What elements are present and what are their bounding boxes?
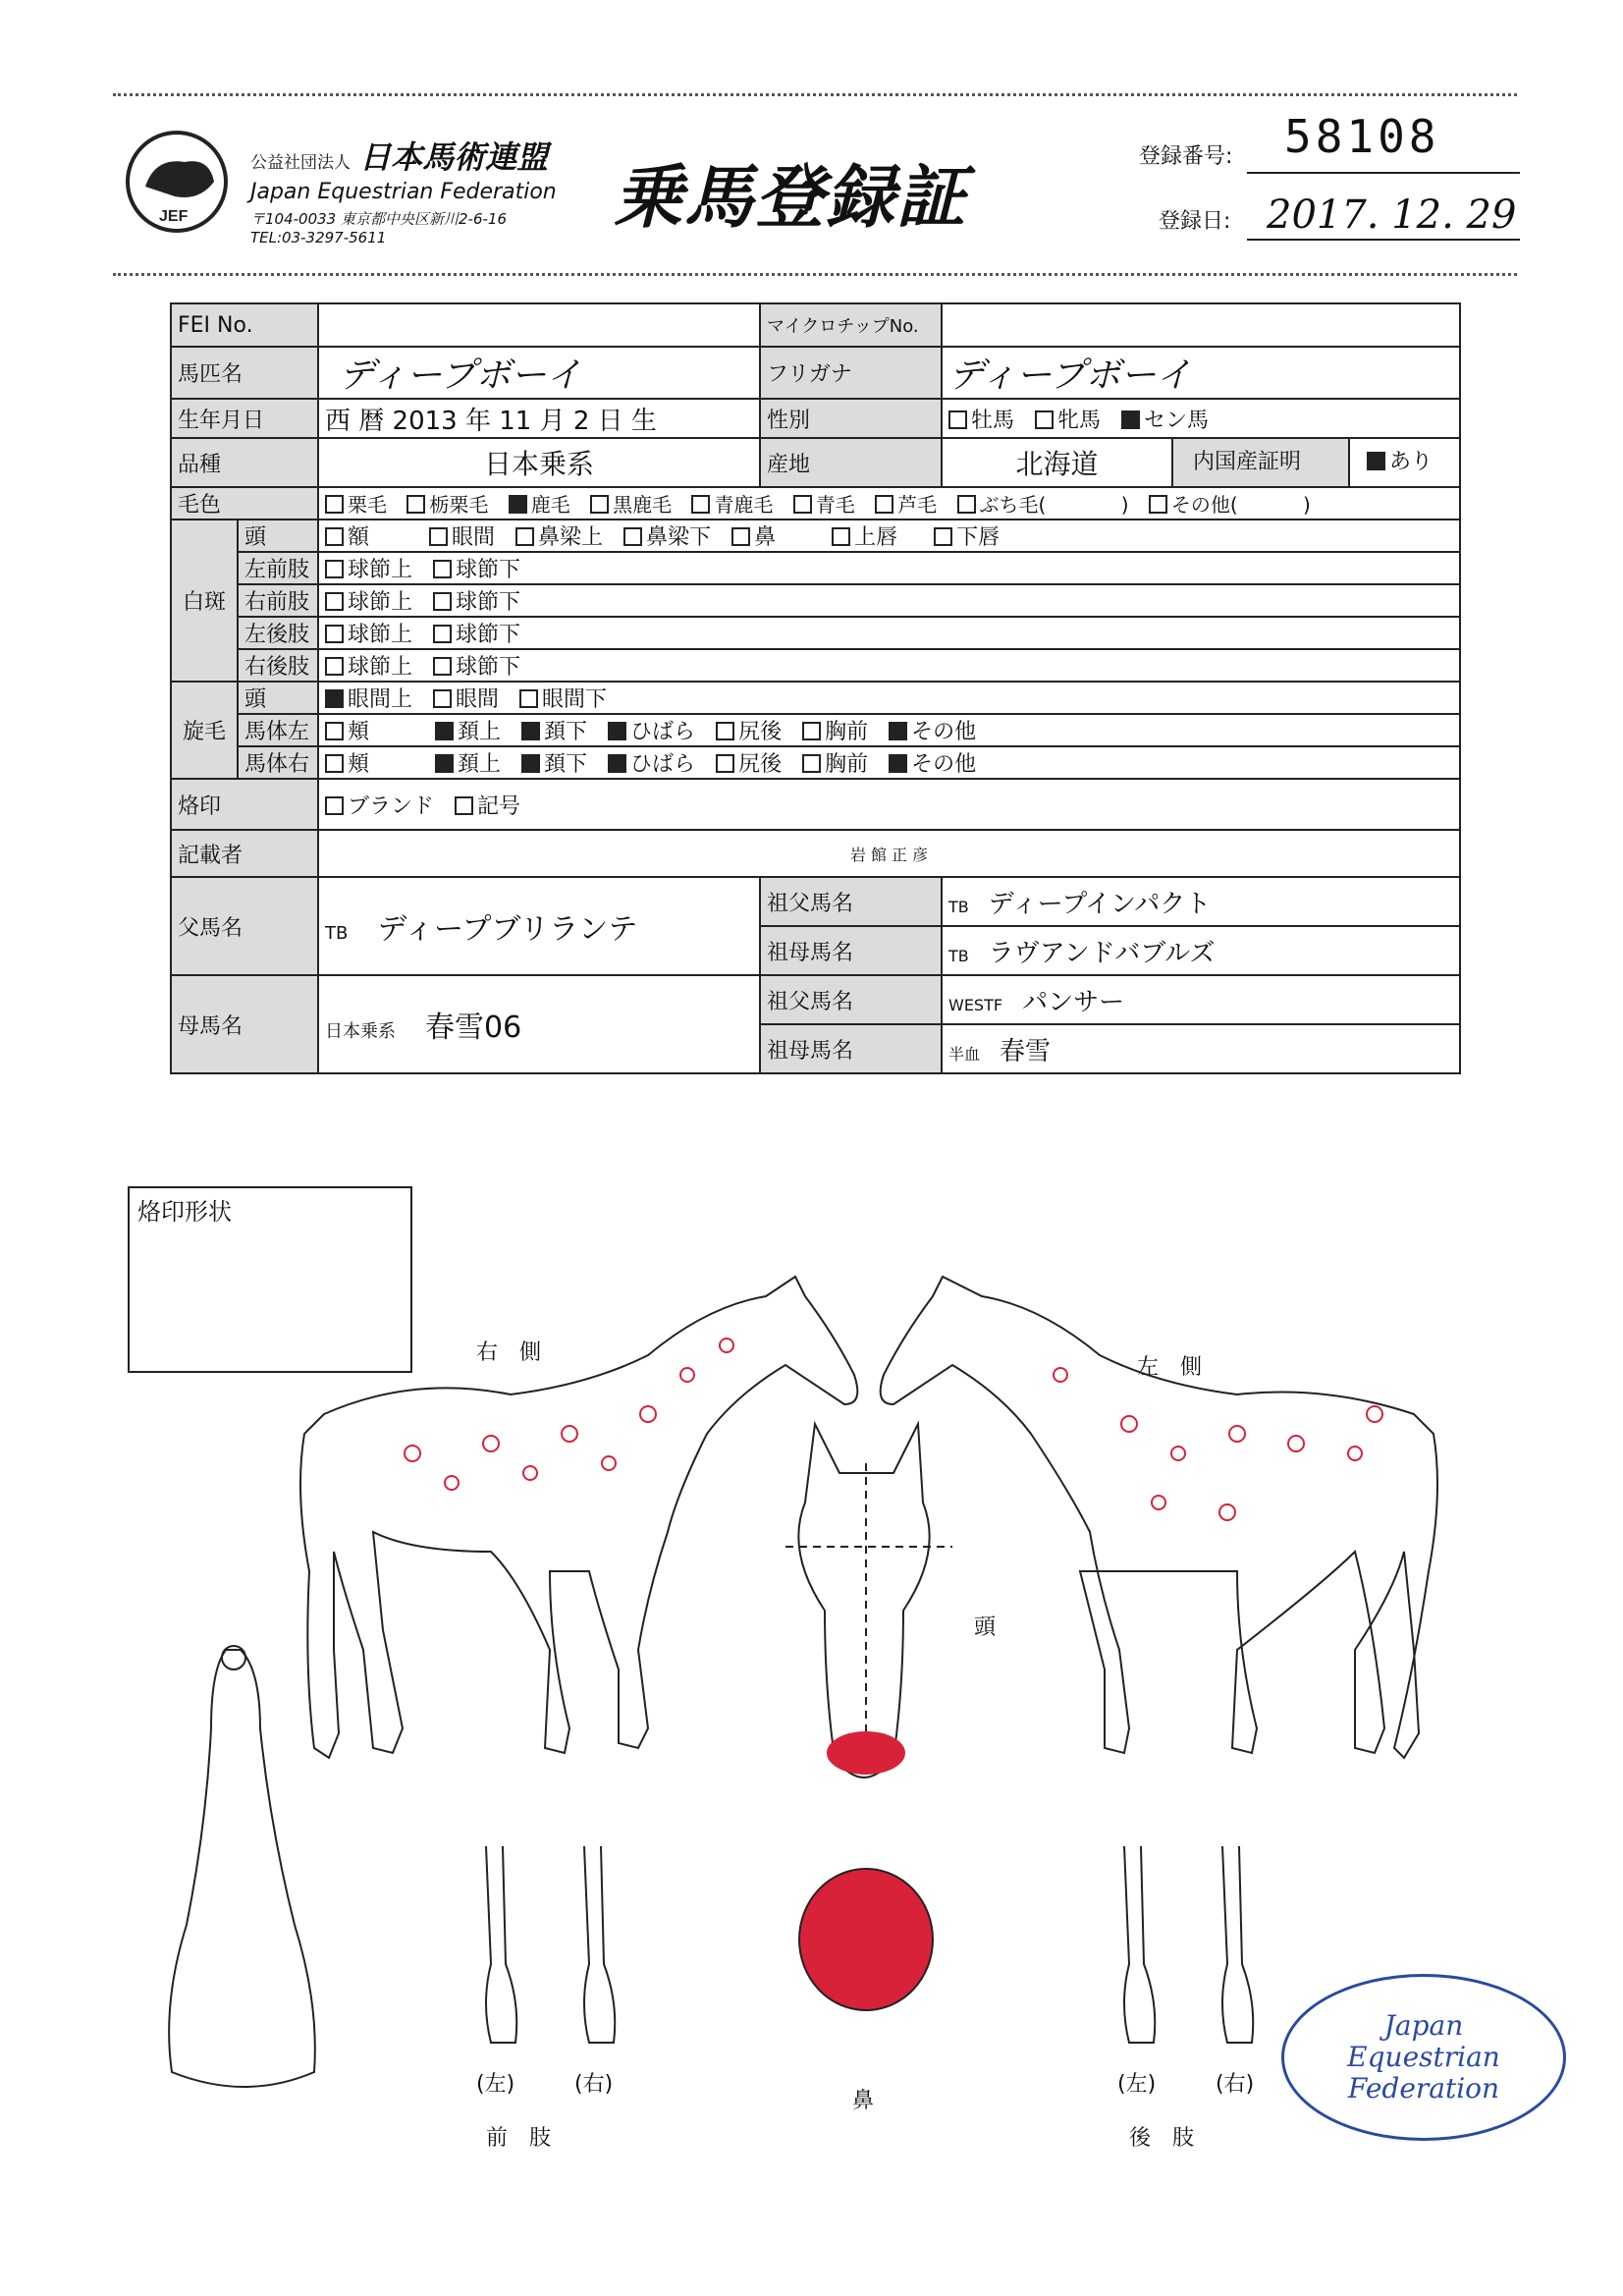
sex-label: 性別: [760, 399, 942, 438]
fore-right-label: (右): [574, 2072, 614, 2097]
nose-label: 鼻: [852, 2089, 875, 2113]
dam-granddam-name: 春雪: [1000, 1036, 1052, 1066]
nose-marking: [799, 1869, 933, 2010]
reg-date-label: 登録日:: [1159, 209, 1231, 234]
birth-label: 生年月日: [171, 399, 318, 438]
logo-text: JEF: [159, 208, 189, 225]
whorl-option: その他: [911, 720, 977, 744]
dam-name: 春雪06: [425, 1011, 522, 1045]
whorl-option: 尻後: [738, 720, 783, 744]
dam-label: 母馬名: [171, 975, 318, 1073]
furigana-value: ディープボーイ: [942, 347, 1460, 399]
marking-option: 球節上: [348, 558, 413, 582]
hindlegs-outline: [1124, 1846, 1253, 2043]
hindlimb-label: 後 肢: [1129, 2126, 1195, 2151]
marking-option: 上唇: [854, 525, 898, 550]
marking-option: 球節上: [348, 590, 413, 615]
origin-label: 産地: [760, 438, 942, 487]
marking-option: 鼻: [754, 525, 777, 550]
sire-label: 父馬名: [171, 877, 318, 975]
domestic-label: 内国産証明: [1173, 439, 1350, 486]
rear-view-outline: [169, 1646, 315, 2087]
furigana-label: フリガナ: [760, 347, 942, 399]
document-title: 乗馬登録証: [614, 157, 967, 238]
dam-grandsire-name: パンサー: [1022, 987, 1125, 1017]
sire-breed: TB: [325, 923, 349, 944]
color-option-label: 鹿毛: [530, 493, 570, 517]
color-option-label: 芦毛: [897, 493, 938, 517]
color-option-label: ): [1120, 493, 1129, 517]
org-address: 〒104-0033 東京都中央区新川2-6-16: [250, 210, 507, 228]
marking-option: 球節下: [456, 623, 521, 647]
marking-option: 下唇: [956, 525, 1001, 550]
whorl-option: 頚上: [458, 752, 502, 777]
birth-value: 西 暦 2013 年 11 月 2 日 生: [318, 399, 760, 438]
spot-markings: [405, 1339, 1382, 1520]
marking-part: 頭: [238, 519, 318, 552]
whorl-option: 尻後: [738, 752, 783, 777]
color-option-label: その他(: [1170, 493, 1238, 517]
reg-date-value: 2017. 12. 29: [1267, 192, 1517, 238]
brand-shape-label: 烙印形状: [137, 1198, 232, 1226]
org-tel: TEL:03-3297-5611: [250, 229, 387, 246]
recorder-value: 岩 館 正 彦: [318, 830, 1460, 877]
color-option-label: ぶち毛(: [979, 493, 1047, 517]
dam-granddam-label: 祖母馬名: [760, 1024, 942, 1073]
hind-left-label: (左): [1117, 2072, 1157, 2097]
marking-part: 左前肢: [238, 552, 318, 584]
whorl-option: その他: [911, 752, 977, 777]
origin-value: 北海道: [942, 438, 1172, 487]
whorl-option: 胸前: [825, 752, 869, 777]
dam-breed: 日本乗系: [325, 1021, 396, 1042]
brand-option: ブランド: [348, 793, 435, 819]
sire-granddam-label: 祖母馬名: [760, 926, 942, 975]
marking-part: 左後肢: [238, 617, 318, 649]
color-option-label: 栗毛: [348, 493, 387, 517]
marking-option: 球節下: [456, 590, 521, 615]
brand-label: 烙印: [171, 779, 318, 830]
dam-grandsire-label: 祖父馬名: [760, 975, 942, 1024]
sex-option-label: セン馬: [1144, 408, 1210, 433]
color-option-label: 青鹿毛: [714, 493, 774, 517]
whorl-option: 眼間下: [542, 687, 608, 712]
color-option-label: 黒鹿毛: [613, 493, 673, 517]
whorl-option: 頬: [348, 720, 370, 744]
marking-option: 眼間: [452, 525, 496, 550]
sire-grandsire-breed: TB: [948, 897, 969, 916]
whorl-part: 馬体左: [238, 714, 318, 746]
whorl-part: 頭: [238, 682, 318, 714]
whorl-option: 頬: [348, 752, 370, 777]
brand-option: 記号: [477, 793, 521, 819]
left-side-label: 左 側: [1137, 1355, 1203, 1380]
domestic-option-label: あり: [1389, 450, 1434, 474]
sex-option-label: 牡馬: [971, 408, 1015, 433]
head-label: 頭: [974, 1615, 997, 1640]
forelegs-outline: [486, 1846, 615, 2043]
color-option-label: ): [1303, 493, 1311, 517]
sex-option-label: 牝馬: [1057, 408, 1102, 433]
whorls-label: 旋毛: [171, 682, 238, 779]
sire-grandsire-name: ディープインパクト: [988, 889, 1212, 919]
microchip-label: マイクロチップNo.: [760, 303, 942, 347]
sire-name: ディープブリランテ: [377, 912, 638, 947]
hind-right-label: (右): [1216, 2072, 1255, 2097]
coat-color-label: 毛色: [171, 487, 318, 519]
dam-grandsire-breed: WESTF: [948, 995, 1003, 1014]
marking-option: 球節下: [456, 558, 521, 582]
org-name: 日本馬術連盟: [359, 138, 549, 176]
whorl-option: 胸前: [825, 720, 869, 744]
right-side-horse-outline: [300, 1277, 857, 1758]
whorl-option: ひばら: [630, 752, 696, 777]
marking-option: 球節上: [348, 655, 413, 680]
color-option-label: 栃栗毛: [429, 493, 489, 517]
left-side-horse-outline: [881, 1277, 1437, 1758]
muzzle-marking: [827, 1731, 905, 1775]
sire-grandsire-label: 祖父馬名: [760, 877, 942, 926]
dam-granddam-breed: 半血: [948, 1044, 981, 1064]
marking-option: 球節上: [348, 623, 413, 647]
right-side-label: 右 側: [476, 1340, 542, 1365]
horse-name-label: 馬匹名: [171, 347, 318, 399]
forelimb-label: 前 肢: [486, 2126, 552, 2151]
fei-label: FEI No.: [171, 303, 318, 347]
markings-label: 白斑: [171, 519, 238, 682]
head-front-outline: [785, 1424, 952, 1777]
marking-part: 右前肢: [238, 584, 318, 617]
breed-label: 品種: [171, 438, 318, 487]
whorl-option: 眼間上: [348, 687, 413, 712]
org-prefix: 公益社団法人: [250, 153, 351, 173]
reg-no-label: 登録番号:: [1139, 144, 1233, 169]
marking-part: 右後肢: [238, 649, 318, 682]
marking-option: 球節下: [456, 655, 521, 680]
sire-granddam-breed: TB: [948, 946, 969, 965]
whorl-option: 眼間: [456, 687, 500, 712]
recorder-label: 記載者: [171, 830, 318, 877]
horse-name-value: ディープボーイ: [318, 347, 760, 399]
marking-option: 額: [348, 525, 370, 550]
breed-value: 日本乗系: [318, 438, 760, 487]
marking-option: 鼻梁上: [538, 525, 604, 550]
sire-granddam-name: ラヴアンドバブルズ: [988, 938, 1216, 968]
marking-option: 鼻梁下: [646, 525, 712, 550]
federation-stamp: [1281, 1974, 1566, 2141]
color-option-label: 青毛: [815, 493, 855, 517]
stamp-text: Japan Equestrian Federation: [1347, 2009, 1500, 2105]
whorl-option: 頚下: [544, 720, 588, 744]
org-name-en: Japan Equestrian Federation: [250, 180, 557, 204]
whorl-option: ひばら: [630, 720, 696, 744]
reg-no-value: 58108: [1284, 110, 1440, 163]
whorl-part: 馬体右: [238, 746, 318, 779]
fore-left-label: (左): [476, 2072, 515, 2097]
whorl-option: 頚上: [458, 720, 502, 744]
whorl-option: 頚下: [544, 752, 588, 777]
